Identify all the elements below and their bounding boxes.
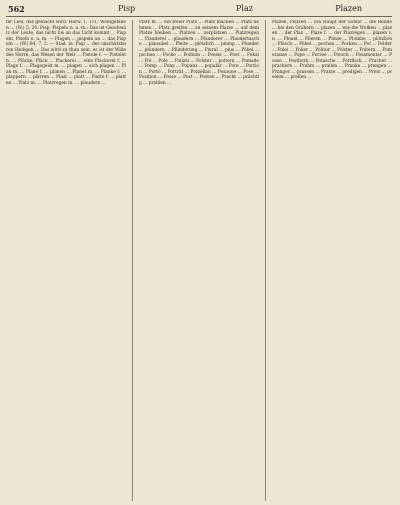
text-column-2 [139, 20, 259, 501]
catchword-left: Pisp [118, 4, 136, 13]
text-column-3 [272, 20, 392, 501]
page-number: 562 [8, 4, 25, 14]
text-column-1 [6, 20, 126, 501]
column-3-text: Plazen, Platzen ... Ein Haupt der Söhne ... die Bünde ... bei den Gräbern ... plazen ... wie die Wolken ... plazen ... der Plaz ... Plaze f. ... der Plazregen ... plazen v. n. ... Pleuel ... Plieren ... Plinse ... Plombe ... plötzlich ... Plüsch ... Pöbel ... pochen ... Pocken ... Pol ... Polder ... Polei ... Polier ... Politur ... Polster ... Poltern ... Pomeranze ... Pope ... Porree ... Porsch ... Posamenter ... Posse ... Posthorn ... Potasche ... Pottfisch ... Pracher ... prachern ... Prahm ... prallen ... Pranke ... prangen ... Pranger ... prassen ... Pratze ... predigen ... Preis ... preisen ... prellen ... [272, 20, 392, 81]
text-columns [6, 20, 392, 501]
column-divider [132, 20, 133, 501]
catchword-right: Plazen [335, 4, 362, 13]
column-1-text: fer Lied, das gemacht wird. Herw. 1, 111; Wohlgefallen ... (W.) 5, 20. Pisp, Pispelu n. a. m.: Das ist Geschwätz der Leute, das nicht bis an das Licht kommt ... Pispeln, Piseln n. a. m. — Plagen ... pispeln an ... das Pispeln ... (W.) 84, 7, 2. — Stad. in. Pisp ... der unschätzbaren Heiligen ... Das wird zu thun sein, es ist der Wille des Herrn, das Wesen der Welt ... Pistole f. — Pistolet n. ... Pläcke, Pläck ... Plackerei ... eine Plackerei f. ... Plage f. ... Plagegeist m. ... plagen ... sich plagen ... Plan m. ... Plane f. ... planen ... Planet m. ... Planke f. ... plappern ... plärren ... Plast ... platt ... Platte f. ... platten ... Platz m. ... Platzregen m. ... plaudern ... [6, 20, 126, 87]
column-divider [265, 20, 266, 501]
column-2-text: Platz m. ... ein freier Platz ... Platz machen ... Platz nehmen ... Platz greifen ... an seinem Platze ... auf dem Platze bleiben ... Platzen ... zerplatzen ... Platzregen ... Plauderei ... plaudern ... Plauderer ... Plaudertasche ... plausibel ... Pleite ... plötzlich ... plump ... Plunder ... plündern ... Plünderung ... Plural ... plus ... Pöbel ... pochen ... Pocke ... Podium ... Poesie ... Poet ... Pokal ... Pol ... Pole ... Polizei ... Polster ... poltern ... Pomade ... Pomp ... Pony ... Popanz ... populär ... Pore ... Portion ... Porto ... Porträt ... Porzellan ... Posaune ... Pose ... Position ... Posse ... Post ... Posten ... Pracht ... prächtig ... prahlen ... [139, 20, 259, 87]
catchword-middle: Plaz [236, 4, 253, 13]
header-rule [6, 16, 392, 17]
page-header [6, 2, 392, 16]
